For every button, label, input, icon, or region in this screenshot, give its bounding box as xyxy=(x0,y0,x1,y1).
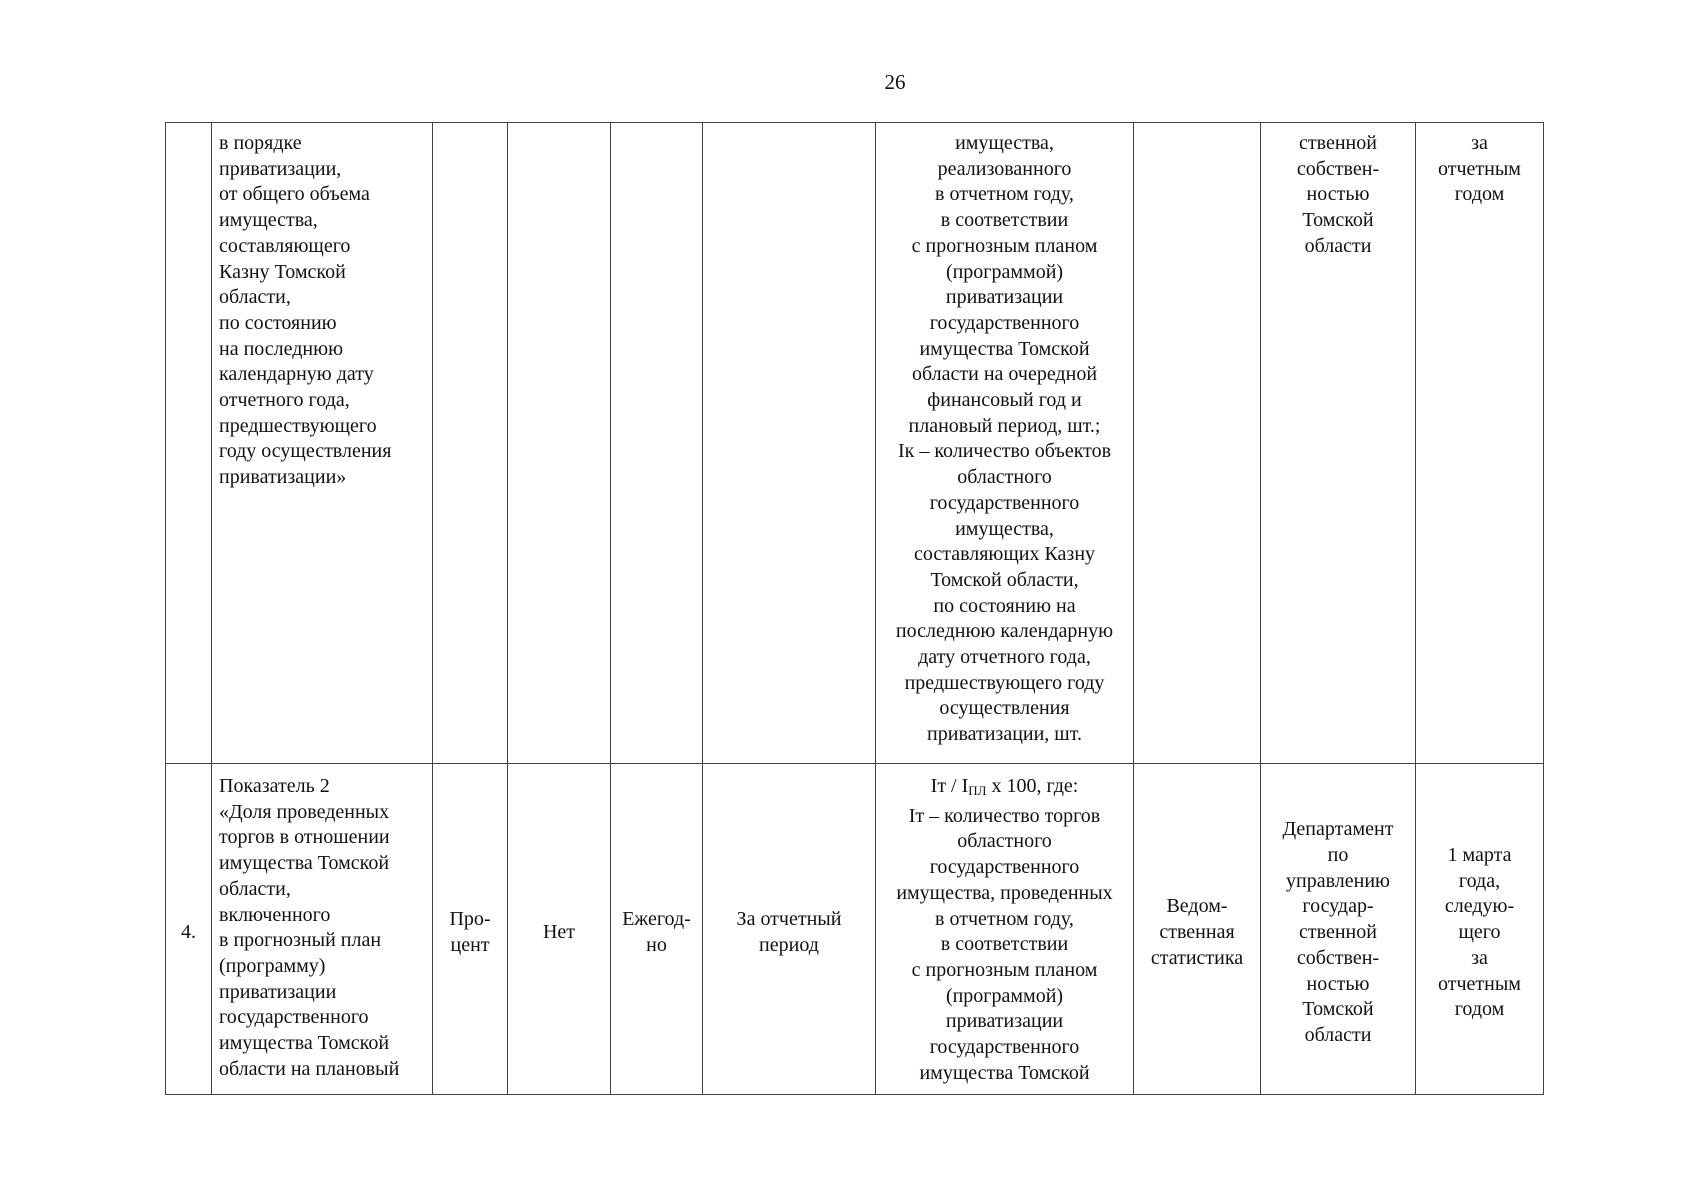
row-number-cell xyxy=(166,123,212,764)
row-number-cell: 4. xyxy=(166,764,212,1095)
formula-first-line-tail: x 100, где: xyxy=(986,775,1079,797)
source-cell: Ведом- ственная статистика xyxy=(1134,764,1261,1095)
unit-cell xyxy=(433,123,508,764)
table-row xyxy=(166,764,1544,1095)
page-number: 26 xyxy=(884,70,906,94)
frequency-cell: Ежегод- но xyxy=(611,764,703,1095)
source-cell xyxy=(1134,123,1261,764)
deadline-cell: за отчетным годом xyxy=(1416,123,1544,764)
growing-cell: Нет xyxy=(508,764,611,1095)
responsible-cell: ственной собствен- ностью Томской области xyxy=(1261,123,1416,764)
period-cell xyxy=(703,123,876,764)
formula-cell: имущества, реализованного в отчетном году, в соответствии с прогнозным планом (программой) приватизации государственного имущества Томской области на очередной финансовый год и плановый период, шт.; Iк – количество объектов областного государственного имущества, составляющих Казну Томской области, по состоянию на последнюю календарную дату отчетного года, предшествующего году осуществления приватизации, шт. xyxy=(876,123,1134,764)
formula-cell xyxy=(876,764,1134,1095)
table-row xyxy=(166,123,1544,764)
unit-cell: Про- цент xyxy=(433,764,508,1095)
responsible-cell: Департамент по управлению государ- ственной собствен- ностью Томской области xyxy=(1261,764,1416,1095)
formula-first-line xyxy=(883,774,1126,804)
deadline-cell: 1 марта года, следую- щего за отчетным годом xyxy=(1416,764,1544,1095)
growing-cell xyxy=(508,123,611,764)
period-cell: За отчетный период xyxy=(703,764,876,1095)
frequency-cell xyxy=(611,123,703,764)
indicators-table xyxy=(165,122,1544,1095)
indicator-cell: Показатель 2 «Доля проведенных торгов в отношении имущества Томской области, включенного в прогнозный план (программу) приватизации государственного имущества Томской области на плановый xyxy=(212,764,433,1095)
formula-body: Iт – количество торгов областного государственного имущества, проведенных в отчетном году, в соответствии с прогнозным планом (программой) приватизации государственного имущества Томской xyxy=(896,804,1113,1084)
formula-subscript: ПЛ xyxy=(968,783,987,798)
formula-first-line-head: Iт / I xyxy=(930,775,969,797)
indicator-cell: в порядке приватизации, от общего объема имущества, составляющего Казну Томской области, по состоянию на последнюю календарную дату отчетного года, предшествующего году осуществления приватизации» xyxy=(212,123,433,764)
